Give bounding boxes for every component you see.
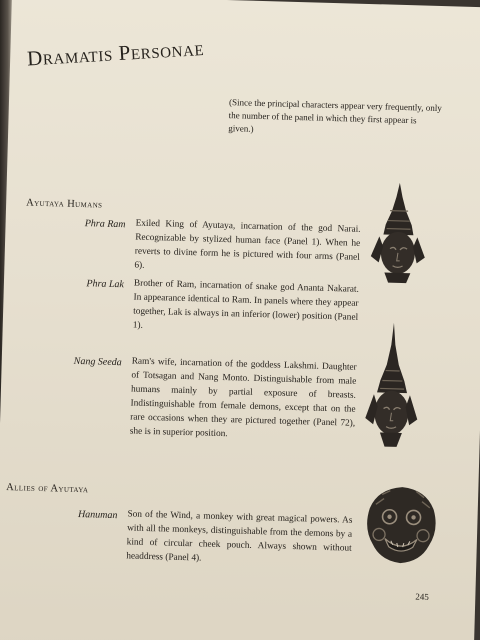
crowned-human-mask-icon — [364, 180, 433, 292]
character-description-nang-seeda: Ram's wife, incarnation of the goddess Lakshmi. Daughter of Totsagan and Nang Monto. Distinguishable from male humans mainly by partial exposure of breasts. Indistinguishable from female demons, except that on the rare occasions when they are pictured together (Panel 72), she is in superior position. — [129, 356, 357, 440]
character-name-hanuman: Hanuman — [77, 509, 118, 522]
character-name-phra-lak: Phra Lak — [86, 278, 125, 291]
character-name-nang-seeda: Nang Seeda — [73, 355, 122, 369]
character-description-hanuman: Son of the Wind, a monkey with great magical powers. As with all the monkeys, distinguishable from the demons by a kind of circular cheek pouch. Always shown without headdress (Panel 4). — [126, 509, 353, 564]
character-description-phra-lak: Brother of Ram, incarnation of snake god Ananta Nakarat. In appearance identical to Ram. In panels where they appear together, Lak is always in an inferior (lower) position (Panel 1). — [132, 278, 360, 331]
section-title-allies-of-ayutaya: Allies of Ayutaya — [6, 482, 89, 496]
character-name-phra-ram: Phra Ram — [84, 218, 126, 231]
character-description-phra-ram: Exiled King of Ayutaya, incarnation of the god Narai. Recognizable by stylized human face (Panel 1). When he reverts to divine form he is pictured with four arms (Panel 6). — [134, 218, 361, 271]
panel-note: (Since the principal characters appear very frequently, only the number of the panel in which they first appear is given.) — [228, 97, 442, 134]
monkey-mask-icon — [362, 482, 440, 568]
page-number: 245 — [415, 591, 429, 602]
section-title-ayutaya-humans: Ayutaya Humans — [26, 197, 103, 211]
page-heading: Dramatis Personae — [26, 36, 205, 71]
crowned-female-mask-icon — [359, 320, 425, 458]
